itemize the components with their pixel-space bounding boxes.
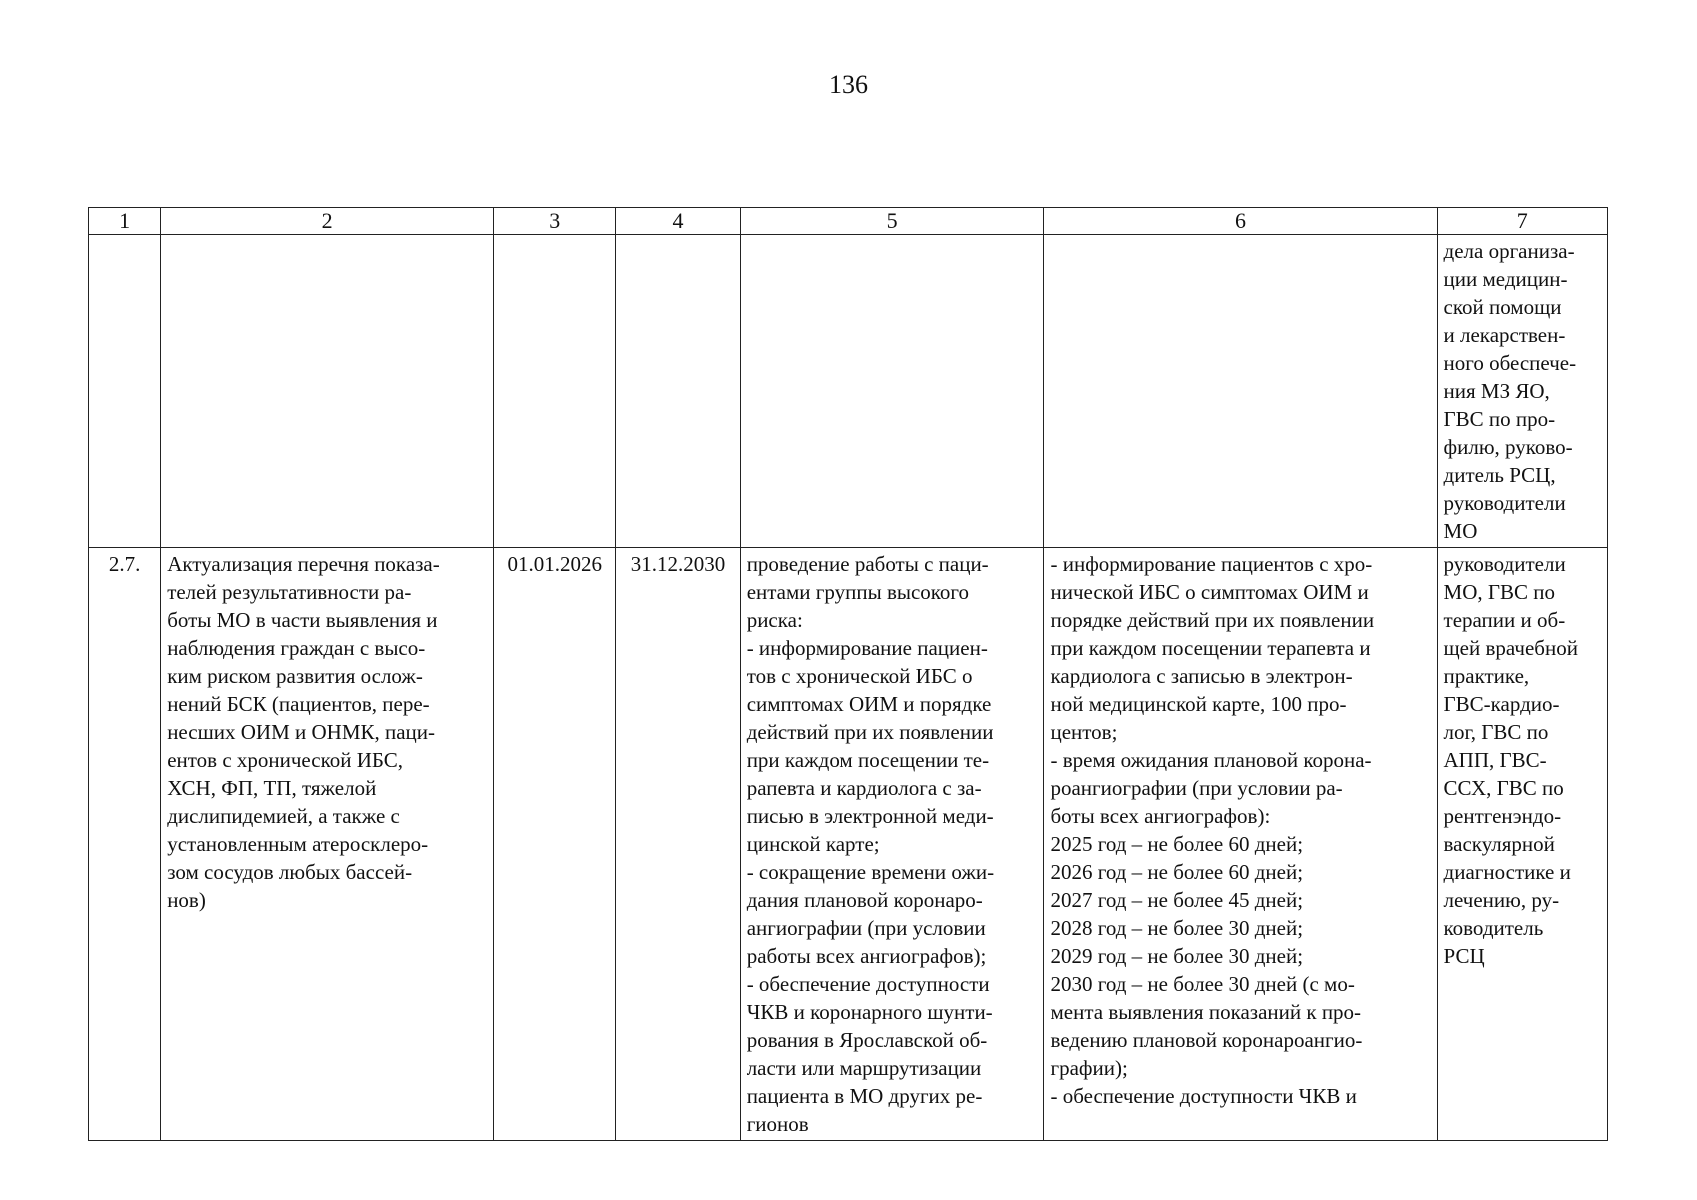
header-col-3: 3 [494,208,616,235]
text-line: 2026 год – не более 60 дней; [1050,860,1304,884]
page-number: 136 [829,70,868,99]
text-line: дислипидемией, а также с [167,804,400,828]
text-line: ской помощи [1443,295,1562,319]
text-line: нической ИБС о симптомах ОИМ и [1050,580,1369,604]
text-line: - обеспечение доступности [746,972,990,996]
text-line: порядке действий при их появлении [1050,608,1375,632]
header-col-6: 6 [1044,208,1437,235]
text-line: кардиолога с записью в электрон- [1050,664,1353,688]
text-line: ССХ, ГВС по [1443,776,1564,800]
text-line: 2025 год – не более 60 дней; [1050,832,1304,856]
responsible-cell [1437,548,1607,1141]
text-line: боты МО в части выявления и [167,608,438,632]
text-line: ангиографии (при условии [746,916,986,940]
text-line: ласти или маршрутизации [746,1056,982,1080]
text-line: практике, [1443,664,1530,688]
header-col-2: 2 [161,208,494,235]
text-line: 2029 год – не более 30 дней; [1050,944,1304,968]
text-line: филю, руково- [1443,435,1573,459]
text-line: симптомах ОИМ и порядке [746,692,992,716]
text-line: нов) [167,888,206,912]
header-col-4: 4 [616,208,740,235]
text-line: 2028 год – не более 30 дней; [1050,916,1304,940]
text-line: рования в Ярославской об- [746,1028,988,1052]
text-line: дания плановой коронаро- [746,888,983,912]
text-line: руководители [1443,552,1566,576]
text-line: ентов с хронической ИБС, [167,748,404,772]
text-line: - сокращение времени ожи- [746,860,995,884]
text-line: писью в электронной меди- [746,804,994,828]
text-line: ГВС-кардио- [1443,692,1560,716]
text-line: ХСН, ФП, ТП, тяжелой [167,776,377,800]
header-col-5: 5 [740,208,1044,235]
text-line: - информирование пациентов с хро- [1050,552,1373,576]
text-line: ентами группы высокого [746,580,970,604]
text-line: рапевта и кардиолога с за- [746,776,982,800]
cont-cell-5 [740,235,1044,548]
text-line: ции медицин- [1443,267,1568,291]
text-line: - информирование пациен- [746,636,988,660]
text-line: ного обеспече- [1443,351,1577,375]
text-line: наблюдения граждан с высо- [167,636,426,660]
text-line: Актуализация перечня показа- [167,552,440,576]
indicators-cell [1044,548,1437,1141]
text-line: рентгенэндо- [1443,804,1562,828]
continuation-row [89,235,1608,548]
cont-responsible-cell [1437,235,1607,548]
text-line: тов с хронической ИБС о [746,664,973,688]
text-line: васкулярной [1443,832,1555,856]
text-line: работы всех ангиографов); [746,944,987,968]
text-line: несших ОИМ и ОНМК, паци- [167,720,436,744]
text-line: РСЦ [1443,944,1485,968]
text-line: ководитель [1443,916,1544,940]
measures-table [88,207,1608,1141]
cont-cell-2 [161,235,494,548]
text-line: центов; [1050,720,1118,744]
text-line: и лекарствен- [1443,323,1566,347]
text-line: - обеспечение доступности ЧКВ и [1050,1084,1357,1108]
text-line: при каждом посещении терапевта и [1050,636,1371,660]
text-line: дитель РСЦ, [1443,463,1556,487]
text-line: ния МЗ ЯО, [1443,379,1550,403]
text-line: риска: [746,608,803,632]
start-date: 01.01.2026 [494,548,616,1141]
header-col-1: 1 [89,208,161,235]
text-line: МО, ГВС по [1443,580,1555,604]
cont-cell-6 [1044,235,1437,548]
measure-name-cell [161,548,494,1141]
text-line: ким риском развития ослож- [167,664,423,688]
text-line: 2027 год – не более 45 дней; [1050,888,1304,912]
text-line: диагностике и [1443,860,1571,884]
text-line: руководители [1443,491,1566,515]
text-line: щей врачебной [1443,636,1578,660]
cont-cell-3 [494,235,616,548]
text-line: зом сосудов любых бассей- [167,860,413,884]
text-line: ЧКВ и коронарного шунти- [746,1000,993,1024]
text-line: действий при их появлении [746,720,994,744]
text-line: нений БСК (пациентов, пере- [167,692,430,716]
end-date: 31.12.2030 [616,548,740,1141]
text-line: графии); [1050,1056,1128,1080]
text-line: телей результативности ра- [167,580,412,604]
text-line: терапии и об- [1443,608,1566,632]
cont-cell-1 [89,235,161,548]
text-line: проведение работы с паци- [746,552,989,576]
text-line: МО [1443,519,1478,543]
text-line: - время ожидания плановой корона- [1050,748,1372,772]
text-line: мента выявления показаний к про- [1050,1000,1362,1024]
cont-cell-4 [616,235,740,548]
table-row-2-7 [89,548,1608,1141]
header-row [89,208,1608,235]
text-line: роангиографии (при условии ра- [1050,776,1343,800]
text-line: ГВС по про- [1443,407,1556,431]
text-line: 2030 год – не более 30 дней (с мо- [1050,972,1355,996]
text-line: боты всех ангиографов): [1050,804,1271,828]
text-line: ведению плановой коронароангио- [1050,1028,1363,1052]
text-line: установленным атеросклеро- [167,832,429,856]
activities-cell [740,548,1044,1141]
text-line: лог, ГВС по [1443,720,1549,744]
text-line: при каждом посещении те- [746,748,990,772]
header-col-7: 7 [1437,208,1607,235]
text-line: ной медицинской карте, 100 про- [1050,692,1347,716]
text-line: гионов [746,1112,809,1136]
text-line: дела организа- [1443,239,1575,263]
text-line: лечению, ру- [1443,888,1560,912]
text-line: пациента в МО других ре- [746,1084,983,1108]
row-number: 2.7. [89,548,161,1141]
text-line: цинской карте; [746,832,880,856]
text-line: АПП, ГВС- [1443,748,1547,772]
